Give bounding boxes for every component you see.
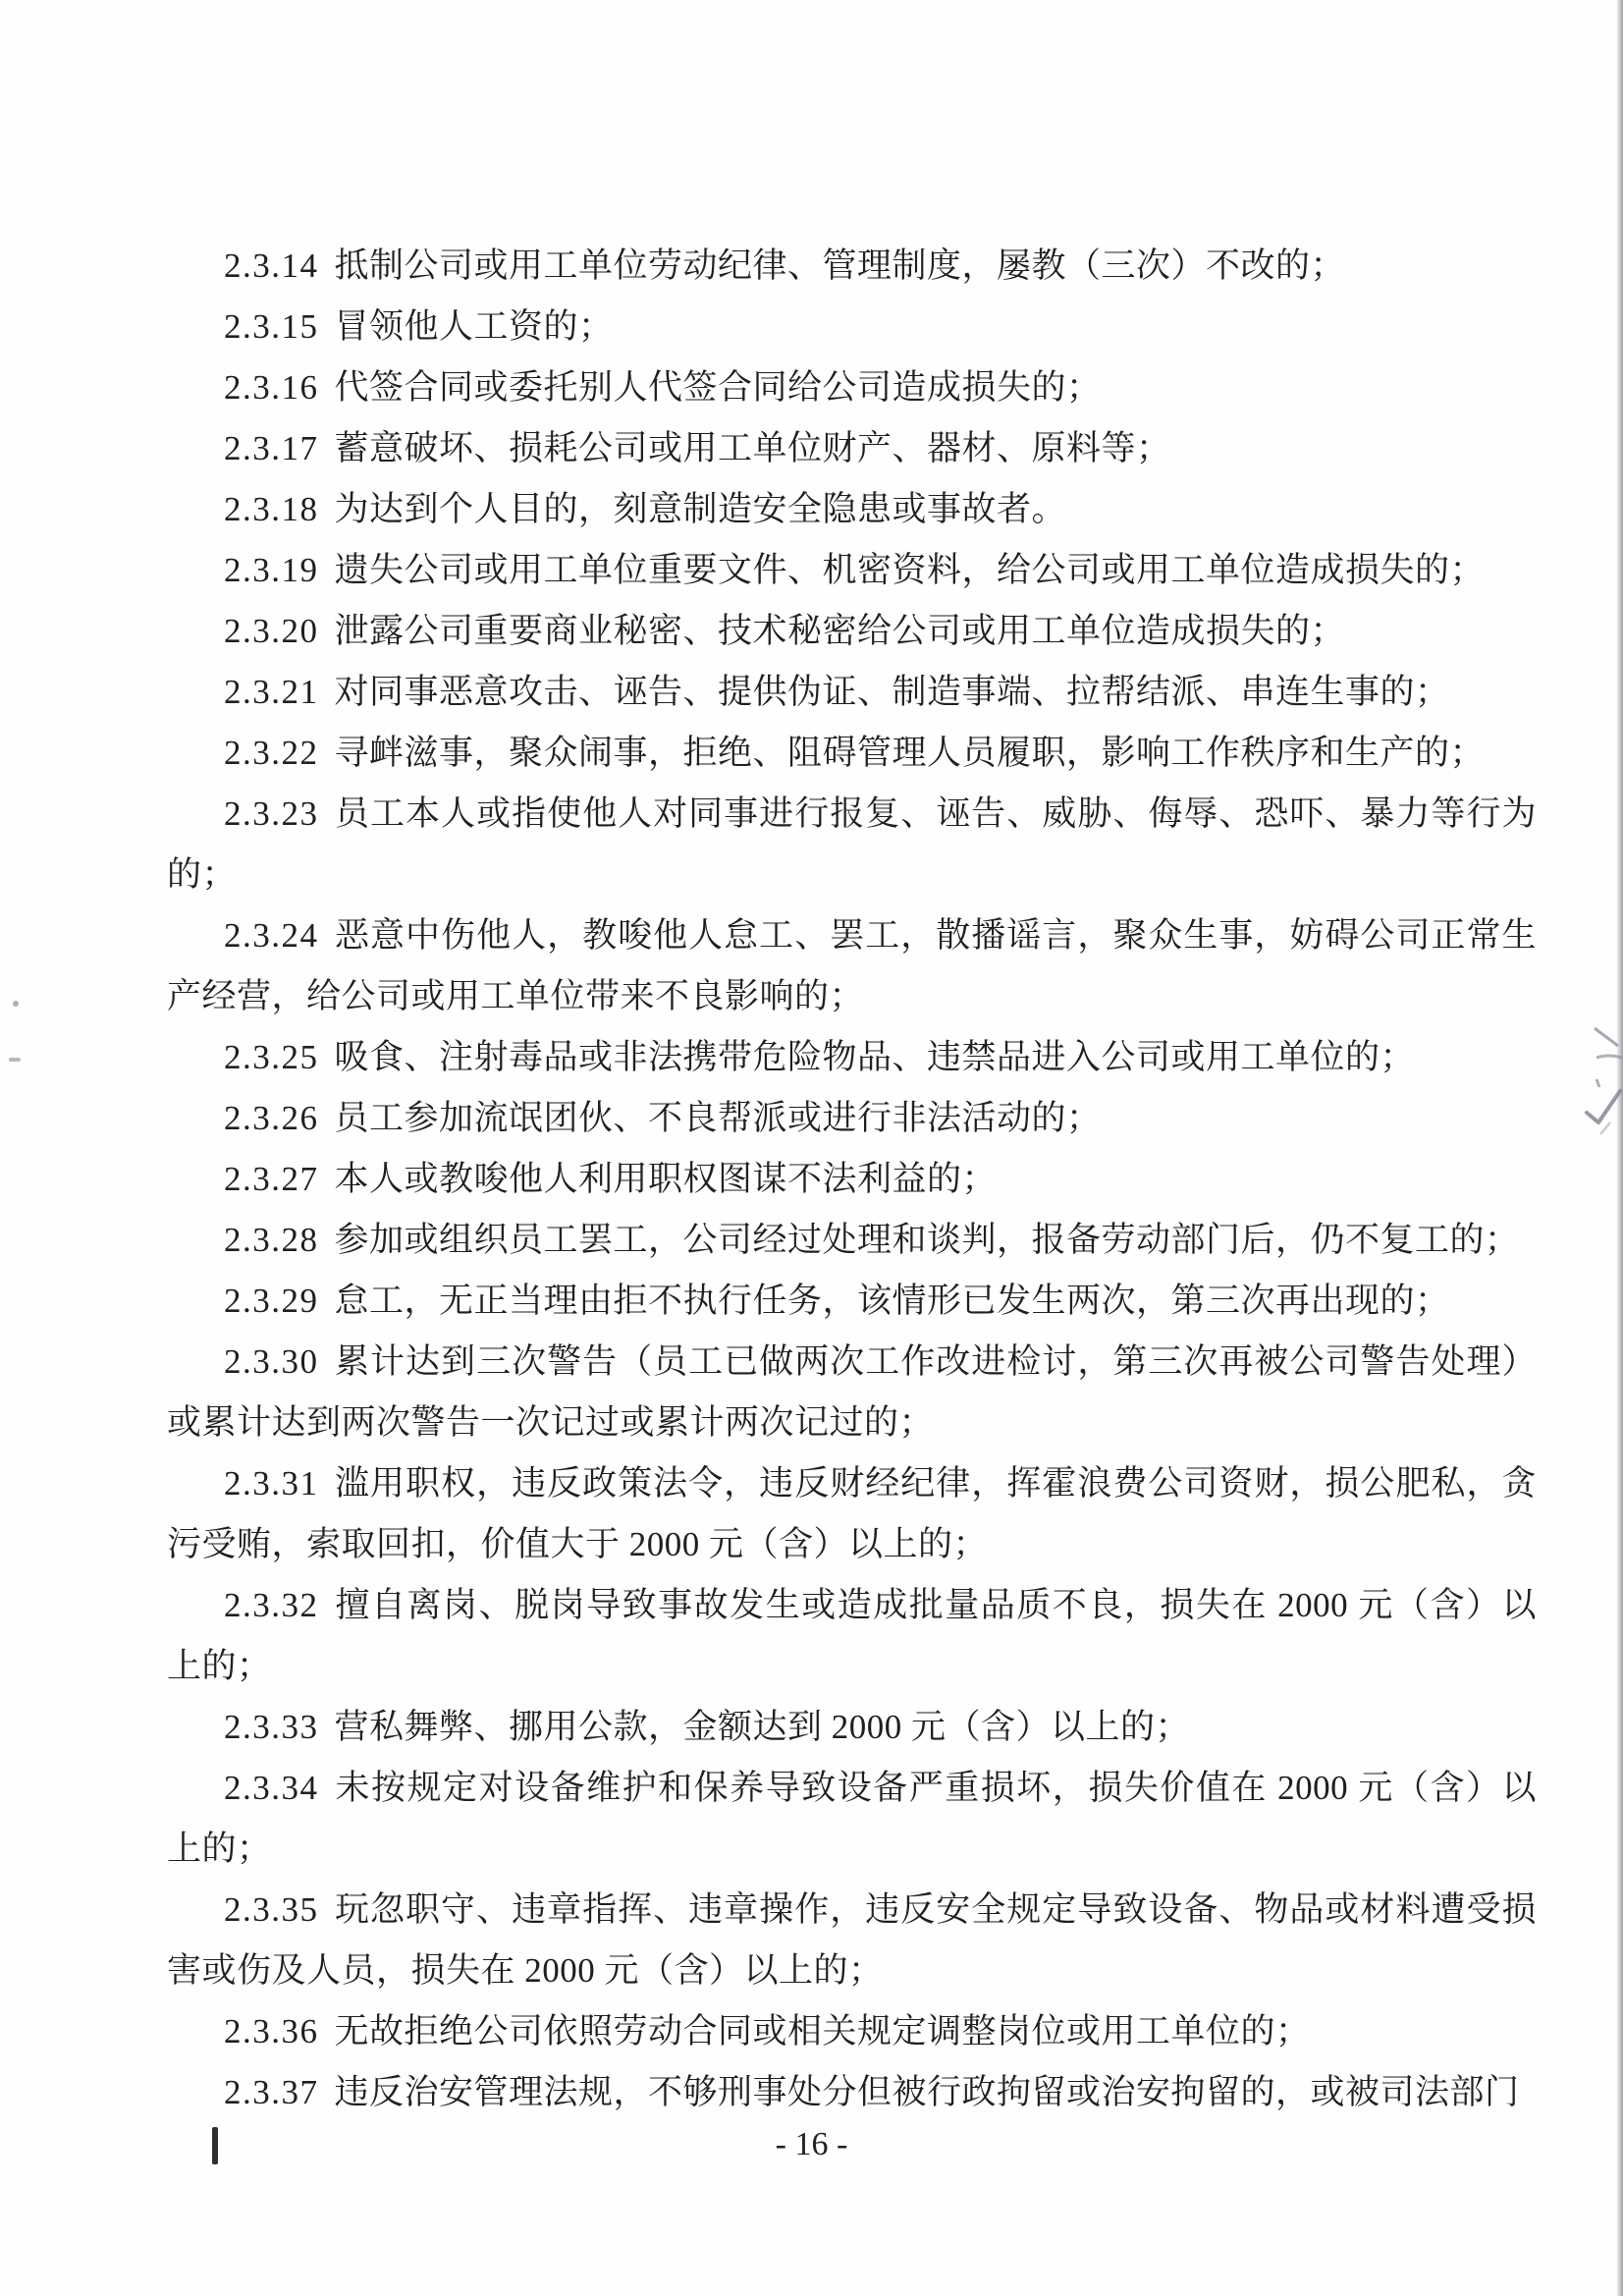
item-text: 累计达到三次警告（员工已做两次工作改进检讨，第三次再被公司警告处理）或累计达到两次警告一次记过或累计两次记过的； (167, 1342, 1537, 1442)
list-item (167, 540, 1537, 601)
item-text: 冒领他人工资的； (334, 307, 614, 346)
document-body (167, 236, 1537, 2123)
list-item (167, 1697, 1537, 1758)
list-item (167, 1332, 1537, 1453)
item-number: 2.3.24 (224, 916, 319, 955)
item-text: 违反治安管理法规，不够刑事处分但被行政拘留或治安拘留的，或被司法部门 (334, 2073, 1520, 2111)
item-text: 未按规定对设备维护和保养导致设备严重损坏，损失价值在 2000 元（含）以上的； (167, 1769, 1537, 1868)
item-text: 为达到个人目的，刻意制造安全隐患或事故者。 (334, 490, 1067, 528)
item-number: 2.3.31 (224, 1464, 319, 1503)
item-number: 2.3.28 (224, 1221, 319, 1259)
item-text: 员工参加流氓团伙、不良帮派或进行非法活动的； (334, 1099, 1102, 1137)
item-number: 2.3.30 (224, 1342, 319, 1381)
item-number: 2.3.26 (224, 1099, 319, 1137)
pen-mark-check-icon (1567, 997, 1623, 1144)
item-number: 2.3.32 (224, 1586, 319, 1624)
list-item (167, 662, 1537, 723)
item-text: 玩忽职守、违章指挥、违章操作，违反安全规定导致设备、物品或材料遭受损害或伤及人员，损失在 2000 元（含）以上的； (167, 1890, 1537, 1990)
list-item (167, 1758, 1537, 1880)
item-text: 营私舞弊、挪用公款，金额达到 2000 元（含）以上的； (334, 1708, 1191, 1746)
item-number: 2.3.22 (224, 734, 319, 772)
item-number: 2.3.19 (224, 551, 319, 589)
item-number: 2.3.17 (224, 429, 319, 467)
list-item (167, 479, 1537, 540)
item-text: 泄露公司重要商业秘密、技术秘密给公司或用工单位造成损失的； (334, 612, 1346, 650)
list-item (167, 1149, 1537, 1210)
scan-speck-dot (13, 1001, 19, 1007)
list-item (167, 1210, 1537, 1271)
page-footer (0, 2123, 1623, 2166)
page-number: - 16 - (775, 2126, 848, 2162)
list-item (167, 236, 1537, 297)
item-number: 2.3.20 (224, 612, 319, 650)
item-text: 吸食、注射毒品或非法携带危险物品、违禁品进入公司或用工单位的； (334, 1038, 1416, 1076)
item-number: 2.3.21 (224, 673, 319, 711)
list-item (167, 2001, 1537, 2062)
list-item (167, 1027, 1537, 1088)
list-item (167, 1880, 1537, 2001)
item-number: 2.3.34 (224, 1769, 319, 1807)
item-number: 2.3.35 (224, 1890, 319, 1929)
list-item (167, 905, 1537, 1027)
item-number: 2.3.15 (224, 307, 319, 346)
item-text: 参加或组织员工罢工，公司经过处理和谈判，报备劳动部门后，仍不复工的； (334, 1221, 1520, 1259)
item-text: 滥用职权，违反政策法令，违反财经纪律，挥霍浪费公司资财，损公肥私，贪污受贿，索取回扣，价值大于 2000 元（含）以上的； (167, 1464, 1537, 1563)
list-item (167, 1271, 1537, 1332)
list-item (167, 723, 1537, 784)
item-number: 2.3.23 (224, 794, 319, 833)
list-item (167, 1575, 1537, 1697)
scan-edge-shadow (1616, 0, 1623, 2296)
list-item (167, 2062, 1537, 2123)
item-number: 2.3.25 (224, 1038, 319, 1076)
list-item (167, 1453, 1537, 1575)
item-text: 本人或教唆他人利用职权图谋不法利益的； (334, 1160, 998, 1198)
list-item (167, 784, 1537, 905)
scan-speck-dash (9, 1058, 21, 1062)
item-number: 2.3.36 (224, 2012, 319, 2050)
item-number: 2.3.27 (224, 1160, 319, 1198)
list-item (167, 1088, 1537, 1149)
list-item (167, 418, 1537, 479)
item-text: 无故拒绝公司依照劳动合同或相关规定调整岗位或用工单位的； (334, 2012, 1311, 2050)
item-number: 2.3.29 (224, 1282, 319, 1320)
item-text: 遗失公司或用工单位重要文件、机密资料，给公司或用工单位造成损失的； (334, 551, 1486, 589)
item-text: 抵制公司或用工单位劳动纪律、管理制度，屡教（三次）不改的； (334, 246, 1346, 285)
item-number: 2.3.33 (224, 1708, 319, 1746)
item-text: 代签合同或委托别人代签合同给公司造成损失的； (334, 368, 1102, 407)
item-text: 擅自离岗、脱岗导致事故发生或造成批量品质不良，损失在 2000 元（含）以上的； (167, 1586, 1537, 1685)
item-number: 2.3.14 (224, 246, 319, 285)
list-item (167, 601, 1537, 662)
item-number: 2.3.37 (224, 2073, 319, 2111)
item-text: 对同事恶意攻击、诬告、提供伪证、制造事端、拉帮结派、串连生事的； (334, 673, 1450, 711)
item-text: 蓄意破坏、损耗公司或用工单位财产、器材、原料等； (334, 429, 1171, 467)
list-item (167, 297, 1537, 357)
item-text: 寻衅滋事，聚众闹事，拒绝、阻碍管理人员履职，影响工作秩序和生产的； (334, 734, 1486, 772)
item-number: 2.3.16 (224, 368, 319, 407)
item-number: 2.3.18 (224, 490, 319, 528)
item-text: 员工本人或指使他人对同事进行报复、诬告、威胁、侮辱、恐吓、暴力等行为的； (167, 794, 1537, 894)
list-item (167, 357, 1537, 418)
pen-mark-bar (212, 2127, 218, 2164)
item-text: 怠工，无正当理由拒不执行任务，该情形已发生两次，第三次再出现的； (334, 1282, 1450, 1320)
item-text: 恶意中伤他人，教唆他人怠工、罢工，散播谣言，聚众生事，妨碍公司正常生产经营，给公司或用工单位带来不良影响的； (167, 916, 1537, 1015)
